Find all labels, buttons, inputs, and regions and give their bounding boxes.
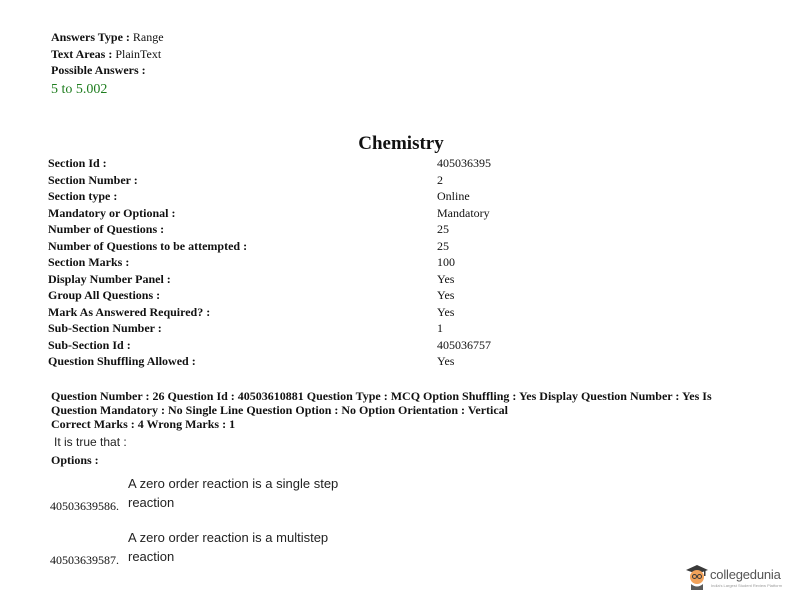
section-row-label: Mark As Answered Required? : (48, 304, 211, 319)
possible-answers-row (51, 62, 164, 79)
section-row-label: Section type : (48, 189, 118, 203)
section-row-value: 405036757 (437, 337, 491, 352)
options-label: Options : (51, 453, 99, 467)
option-text-line: A zero order reaction is a multistep (128, 530, 329, 545)
option-id: 40503639586. (50, 499, 119, 513)
section-row-label: Question Shuffling Allowed : (48, 354, 196, 368)
answer-meta-block (51, 29, 164, 98)
section-row-label: Sub-Section Id : (48, 337, 131, 352)
collegedunia-logo (684, 561, 784, 595)
option-text (128, 528, 358, 566)
section-row-label: Sub-Section Number : (48, 321, 162, 335)
section-row-label: Display Number Panel : (48, 271, 171, 286)
option-text-line: reaction (128, 495, 175, 510)
section-row-value: Online (437, 189, 470, 203)
section-row-value: 100 (437, 255, 455, 269)
section-row-value: 1 (437, 321, 443, 335)
section-row-label: Number of Questions to be attempted : (48, 238, 248, 253)
question-header-line-1: Question Number : 26 Question Id : 40503610881 Question Type : MCQ Option Shuffling : Yes Display Question Number : Yes Is (51, 389, 712, 403)
text-areas-label: Text Areas : (51, 46, 113, 61)
section-row-value: Yes (437, 271, 455, 286)
section-row-label: Number of Questions : (48, 222, 165, 236)
section-title: Chemistry (358, 133, 444, 154)
option-text-line: reaction (128, 549, 175, 564)
option-id: 40503639587. (50, 553, 119, 567)
answers-type-label: Answers Type : (51, 30, 130, 44)
question-marks: Correct Marks : 4 Wrong Marks : 1 (51, 417, 236, 431)
section-row-label: Section Marks : (48, 255, 130, 269)
section-row-value: 2 (437, 172, 443, 187)
answers-type-row (51, 29, 164, 46)
section-row-value: 25 (437, 222, 449, 236)
logo-tagline: India's Largest Student Review Platform (711, 583, 783, 588)
graduate-avatar-icon (684, 562, 710, 590)
possible-answers-value: 5 to 5.002 (51, 81, 108, 97)
text-areas-row (51, 46, 164, 63)
section-row-label: Mandatory or Optional : (48, 205, 176, 220)
answers-type-value: Range (132, 30, 164, 44)
question-block (51, 389, 751, 467)
logo-brand-text: collegedunia (710, 567, 781, 582)
section-row-value: Yes (437, 304, 455, 319)
section-row-value: Yes (437, 288, 455, 302)
section-row-value: 405036395 (437, 156, 491, 170)
section-row-label: Section Number : (48, 172, 138, 187)
text-areas-value: PlainText (115, 46, 162, 61)
option-text (128, 474, 358, 512)
section-row-label: Group All Questions : (48, 288, 161, 302)
section-row-value: Mandatory (437, 205, 490, 220)
question-header-line-2: Question Mandatory : No Single Line Question Option : No Option Orientation : Vertical (51, 403, 509, 417)
possible-answers-label: Possible Answers : (51, 63, 146, 77)
option-text-line: A zero order reaction is a single step (128, 476, 339, 491)
section-row-value: 25 (437, 238, 449, 253)
section-row-value: Yes (437, 354, 455, 368)
section-row-label: Section Id : (48, 156, 107, 170)
question-text: It is true that : (54, 435, 127, 449)
